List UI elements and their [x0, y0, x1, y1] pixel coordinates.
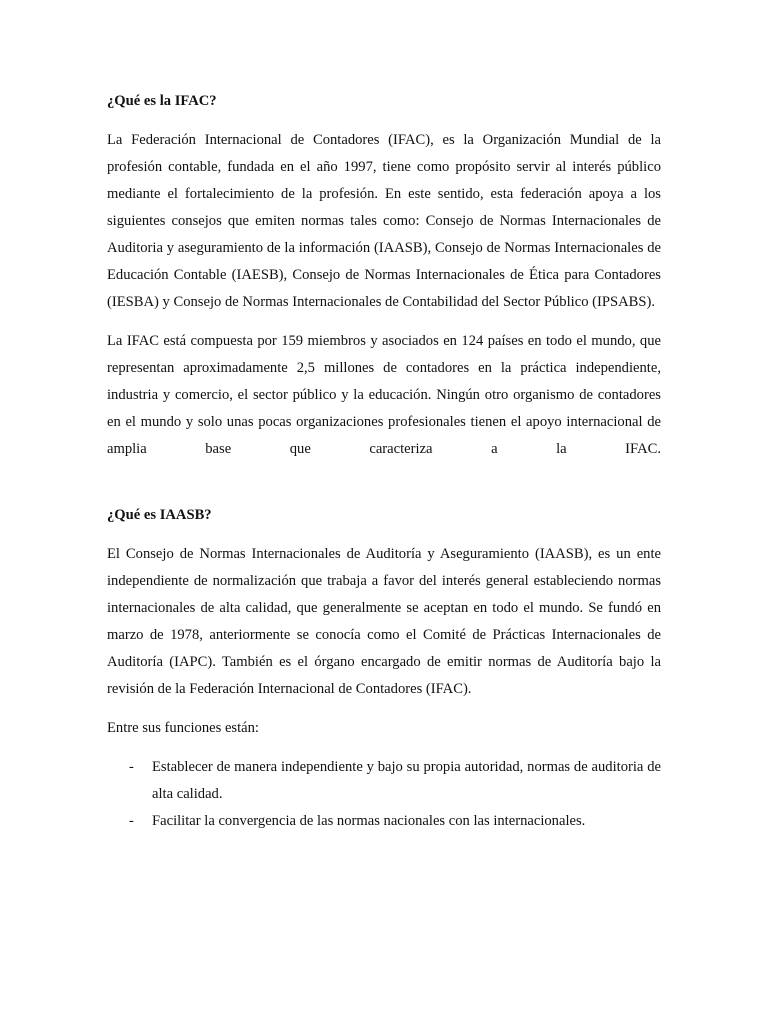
list-item-text: Facilitar la convergencia de las normas nacionales con las internacionales.	[152, 813, 586, 829]
paragraph-iaasb-definition: El Consejo de Normas Internacionales de Auditoría y Aseguramiento (IAASB), es un ente independiente de normalización que trabaja a favor del interés general estableciendo normas internacionales de alta calidad, que generalmente se aceptan en todo el mundo. Se fundó en marzo de 1978, anteriormente se conocía como el Comité de Prácticas Internacionales de Auditoría (IAPC). También es el órgano encargado de emitir normas de Auditoría bajo la revisión de la Federación Internacional de Contadores (IFAC).	[107, 546, 661, 697]
section-heading-ifac: ¿Qué es la IFAC?	[107, 93, 217, 109]
list-item	[107, 754, 661, 808]
dash-bullet: -	[129, 813, 134, 829]
functions-list	[107, 754, 661, 835]
paragraph-ifac-members: La IFAC está compuesta por 159 miembros y asociados en 124 países en todo el mundo, que representan aproximadamente 2,5 millones de contadores en la práctica independiente, industria y comercio, el sector público y la educación. Ningún otro organismo de contadores en el mundo y solo unas pocas organizaciones profesionales tienen el apoyo internacional de amplia base que caracteriza a la IFAC.	[107, 333, 661, 457]
list-item	[107, 808, 661, 835]
section-heading-iaasb: ¿Qué es IAASB?	[107, 507, 212, 523]
dash-bullet: -	[129, 759, 134, 775]
paragraph-ifac-definition: La Federación Internacional de Contadores (IFAC), es la Organización Mundial de la profesión contable, fundada en el año 1997, tiene como propósito servir al interés público mediante el fortalecimiento de la profesión. En este sentido, esta federación apoya a los siguientes consejos que emiten normas tales como: Consejo de Normas Internacionales de Auditoria y aseguramiento de la información (IAASB), Consejo de Normas Internacionales de Educación Contable (IAESB), Consejo de Normas Internacionales de Ética para Contadores (IESBA) y Consejo de Normas Internacionales de Contabilidad del Sector Público (IPSABS).	[107, 132, 661, 310]
paragraph-functions-intro: Entre sus funciones están:	[107, 720, 259, 736]
document-page	[107, 88, 661, 835]
list-item-text: Establecer de manera independiente y bajo su propia autoridad, normas de auditoria de alta calidad.	[152, 759, 661, 802]
